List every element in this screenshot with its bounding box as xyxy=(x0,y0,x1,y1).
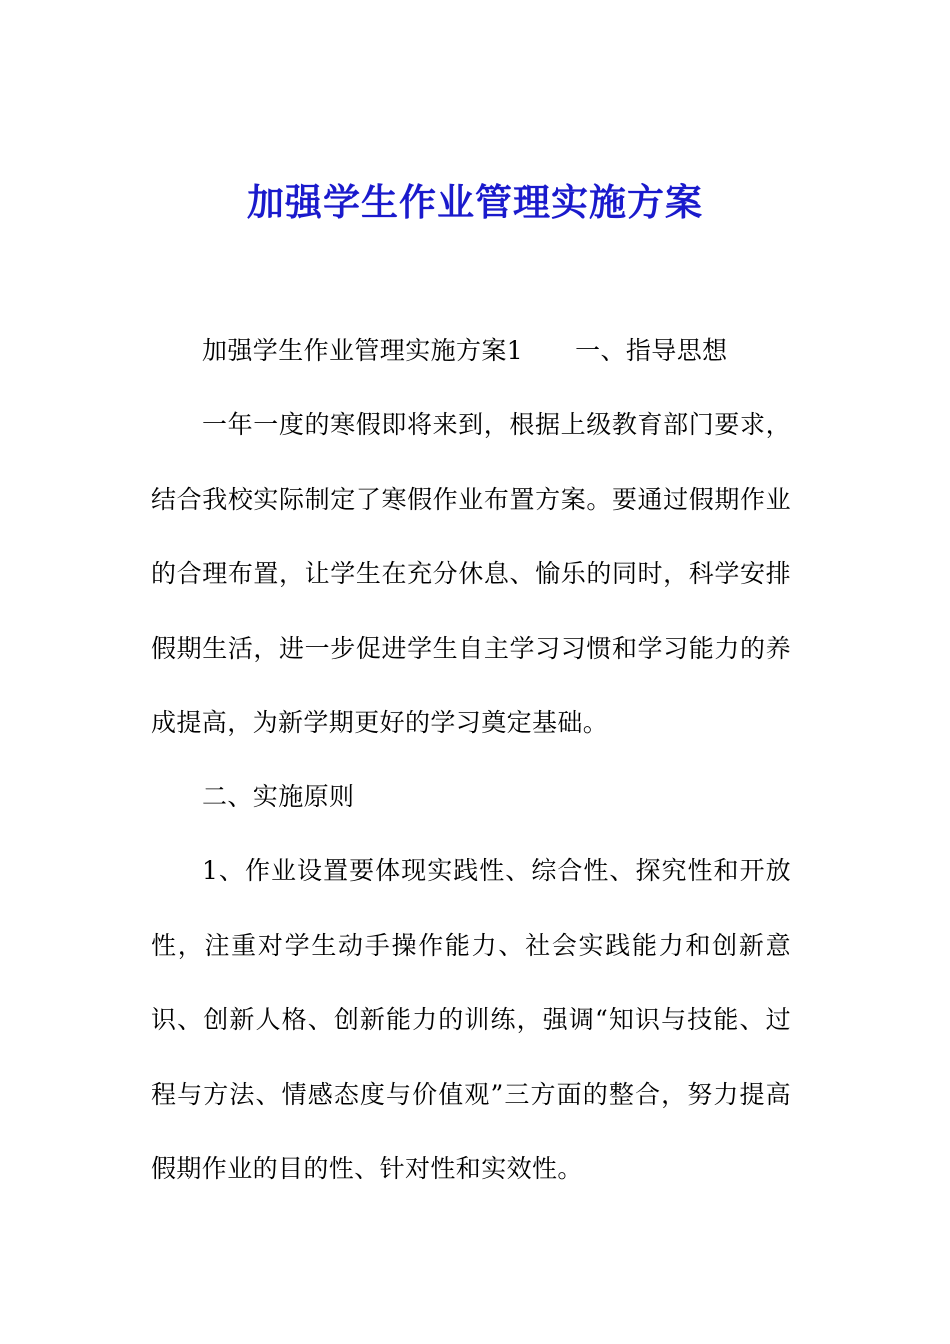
guiding-thought-paragraph: 一年一度的寒假即将来到，根据上级教育部门要求，结合我校实际制定了寒假作业布置方案。要通过假期作业的合理布置，让学生在充分休息、愉乐的同时，科学安排假期生活，进一步促进学生自主学习习惯和学习能力的养成提高，为新学期更好的学习奠定基础。 xyxy=(151,410,791,737)
section1-heading: 一、指导思想 xyxy=(575,336,728,365)
intro-paragraph xyxy=(151,314,791,389)
principle-1-paragraph: 1、作业设置要体现实践性、综合性、探究性和开放性，注重对学生动手操作能力、社会实践能力和创新意识、创新人格、创新能力的训练，强调“知识与技能、过程与方法、情感态度与价值观”三方面的整合，努力提高假期作业的目的性、针对性和实效性。 xyxy=(151,856,791,1183)
intro-label: 加强学生作业管理实施方案1 xyxy=(202,336,524,365)
section2-heading: 二、实施原则 xyxy=(202,782,355,811)
document-title: 加强学生作业管理实施方案 xyxy=(247,180,703,224)
